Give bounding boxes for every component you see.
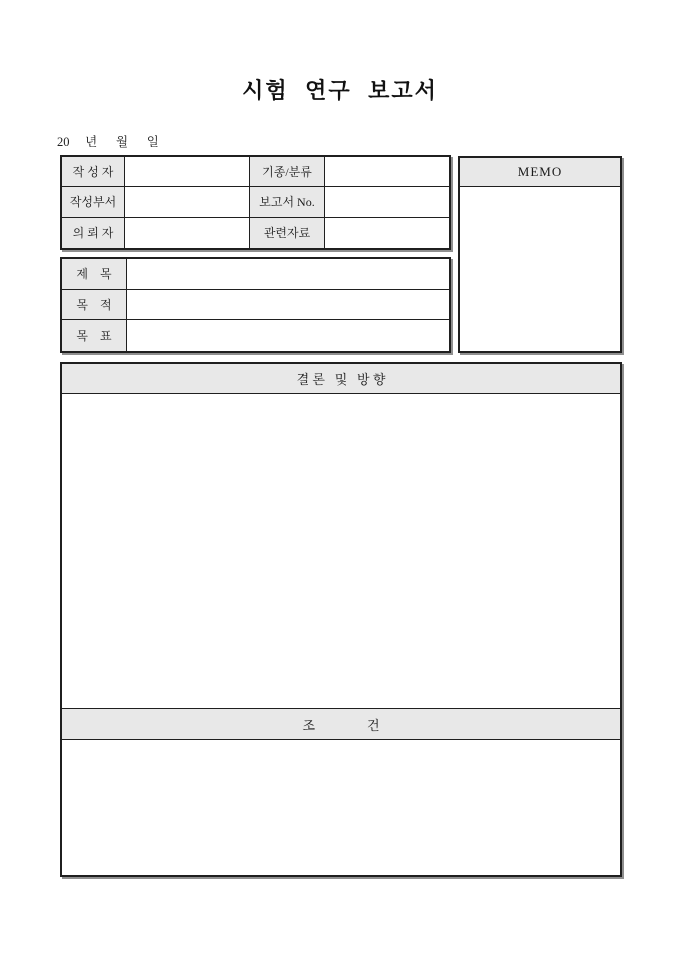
info-table (60, 155, 451, 250)
info-value-department[interactable] (125, 187, 250, 217)
info-value-related-docs[interactable] (325, 218, 449, 248)
info-label-related-docs: 관련자료 (250, 218, 325, 248)
subject-label-title: 제 목 (62, 259, 127, 290)
memo-box (458, 156, 622, 353)
info-value-model-class[interactable] (325, 157, 449, 187)
info-label-author: 작 성 자 (62, 157, 125, 187)
section-header-condition: 조 건 (62, 709, 620, 740)
info-label-department: 작성부서 (62, 187, 125, 217)
info-label-report-no: 보고서 No. (250, 187, 325, 217)
info-value-requester[interactable] (125, 218, 250, 248)
section-content-conclusion[interactable] (62, 394, 620, 709)
date-line[interactable]: 20 년 월 일 (57, 135, 159, 149)
memo-header: MEMO (460, 158, 620, 187)
subject-value-purpose[interactable] (127, 290, 449, 321)
info-value-report-no[interactable] (325, 187, 449, 217)
section-header-conclusion: 결 론 및 방 향 (62, 364, 620, 394)
info-value-author[interactable] (125, 157, 250, 187)
section-content-condition[interactable] (62, 740, 620, 875)
page-title: 시험 연구 보고서 (242, 78, 438, 103)
subject-value-goal[interactable] (127, 320, 449, 351)
info-label-model-class: 기종/분류 (250, 157, 325, 187)
subject-label-purpose: 목 적 (62, 290, 127, 321)
memo-content[interactable] (460, 187, 620, 351)
subject-label-goal: 목 표 (62, 320, 127, 351)
subject-table (60, 257, 451, 353)
info-label-requester: 의 뢰 자 (62, 218, 125, 248)
main-sections-table (60, 362, 622, 877)
subject-value-title[interactable] (127, 259, 449, 290)
